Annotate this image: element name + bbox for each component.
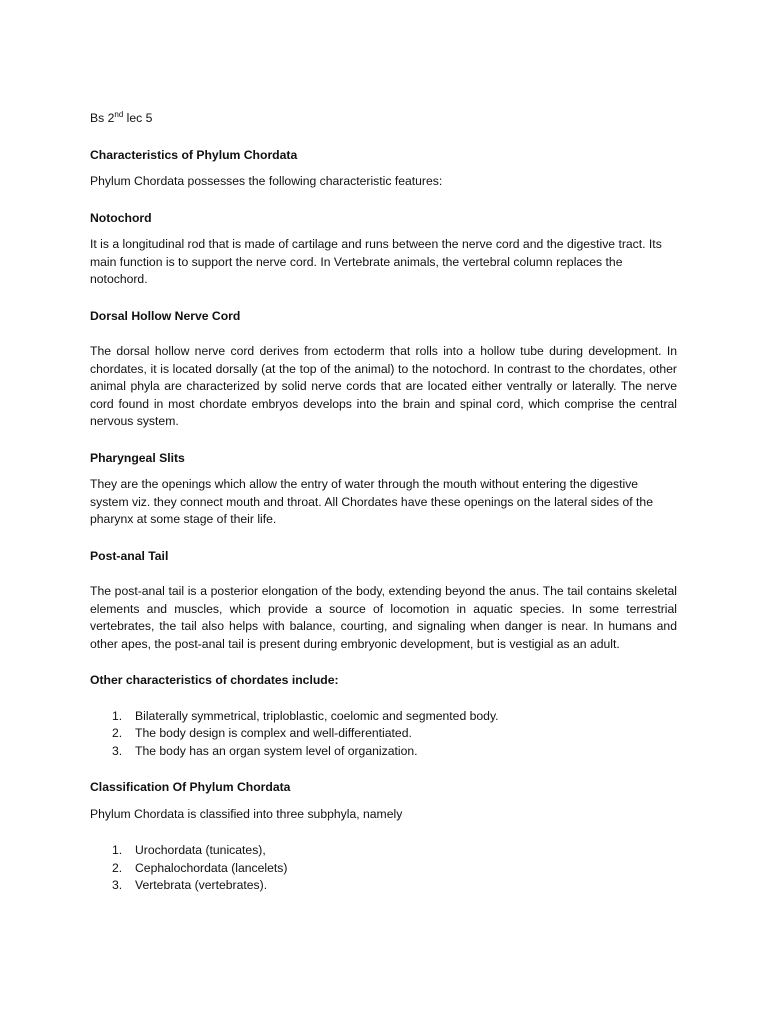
list-item-number: 2. (112, 726, 123, 740)
list-item-text: Vertebrata (vertebrates). (135, 878, 268, 892)
list-item-text: The body has an organ system level of organization. (135, 743, 418, 758)
list-item (90, 743, 677, 761)
pharyngeal-slits-heading: Pharyngeal Slits (90, 450, 185, 465)
post-anal-tail-paragraph: The post-anal tail is a posterior elongation of the body, extending beyond the anus. The tail contains skeletal elements and muscles, which provide a source of locomotion in aquatic species. In some terrestrial vertebrates, the tail also helps with balance, courting, and signaling when danger is near. In humans and other apes, the post-anal tail is present during embryonic development, but is vestigial as an adult. (90, 584, 677, 651)
list-item (90, 877, 677, 895)
list-item (90, 725, 677, 743)
other-characteristics-list (90, 708, 677, 761)
course-prefix: Bs 2 (90, 111, 115, 125)
list-item-number: 3. (112, 743, 123, 758)
classification-heading: Classification Of Phylum Chordata (90, 780, 291, 794)
list-item-text: Bilaterally symmetrical, triploblastic, coelomic and segmented body. (135, 708, 499, 723)
course-superscript: nd (114, 109, 124, 119)
list-item-number: 2. (112, 860, 123, 875)
nerve-cord-paragraph: The dorsal hollow nerve cord derives from ectoderm that rolls into a hollow tube during development. In chordates, it is located dorsally (at the top of the animal) to the notochord. In contrast to the chordates, other animal phyla are characterized by solid nerve cords that are located either ventrally or laterally. The nerve cord found in most chordate embryos develops into the brain and spinal cord, which comprise the central nervous system. (90, 344, 677, 428)
classification-intro: Phylum Chordata is classified into three subphyla, namely (90, 806, 403, 821)
pharyngeal-slits-paragraph: They are the openings which allow the entry of water through the mouth without entering the digestive system viz. they connect mouth and throat. All Chordates have these openings on the lateral sides of the pharynx at some stage of their life. (90, 477, 653, 526)
list-item-number: 3. (112, 878, 123, 892)
other-characteristics-heading: Other characteristics of chordates include: (90, 673, 339, 687)
intro-paragraph: Phylum Chordata possesses the following characteristic features: (90, 174, 443, 188)
list-item (90, 860, 677, 878)
notochord-heading: Notochord (90, 210, 152, 225)
list-item (90, 842, 677, 860)
list-item-number: 1. (112, 843, 123, 857)
course-suffix: lec 5 (123, 111, 153, 125)
nerve-cord-heading: Dorsal Hollow Nerve Cord (90, 308, 241, 323)
subphyla-list (90, 842, 677, 895)
document-body (90, 110, 677, 914)
course-label (90, 110, 677, 128)
document-title: Characteristics of Phylum Chordata (90, 147, 298, 162)
list-item-text: Urochordata (tunicates), (135, 843, 266, 857)
list-item (90, 708, 677, 726)
list-item-number: 1. (112, 708, 123, 723)
list-item-text: The body design is complex and well-differentiated. (135, 726, 412, 740)
post-anal-tail-heading: Post-anal Tail (90, 548, 169, 563)
list-item-text: Cephalochordata (lancelets) (135, 860, 288, 875)
notochord-paragraph: It is a longitudinal rod that is made of cartilage and runs between the nerve cord and the digestive tract. Its main function is to support the nerve cord. In Vertebrate animals, the vertebral column replaces the notochord. (90, 237, 662, 286)
